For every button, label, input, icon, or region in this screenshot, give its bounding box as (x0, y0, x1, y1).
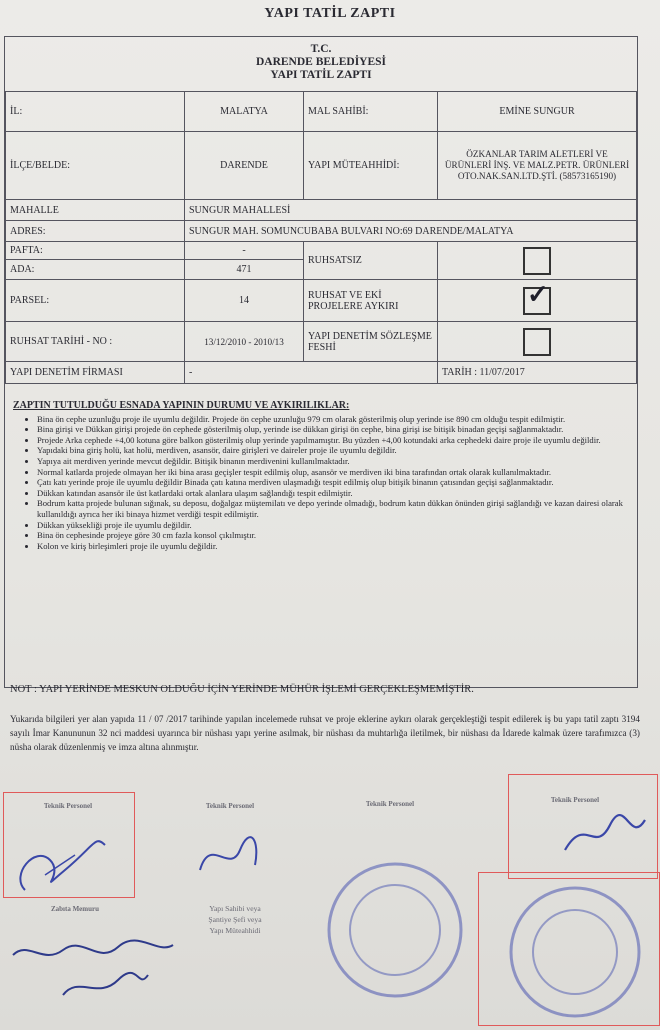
ruhsatsiz-label: RUHSATSIZ (304, 242, 438, 280)
ruhsat-tarihi-label: RUHSAT TARİHİ - NO : (6, 322, 185, 362)
mal-sahibi-value: EMİNE SUNGUR (438, 92, 637, 132)
adres-label: ADRES: (6, 221, 185, 242)
form-header (5, 37, 637, 91)
note-line: NOT : YAPI YERİNDE MESKUN OLDUĞU İÇİN YERİNDE MÜHÜR İŞLEMİ GERÇEKLEŞMEMİŞTİR. (10, 684, 474, 695)
ruhsat-aykiri-cell (438, 280, 637, 322)
denetim-firmasi-value: - (185, 362, 438, 384)
signature-6-line-1: Yapı Sahibi veya (209, 904, 261, 913)
signature-1-title: Teknik Personel (43, 802, 93, 810)
denetim-firmasi-label: YAPI DENETİM FİRMASI (6, 362, 185, 384)
annotation-box-1 (3, 792, 135, 898)
ruhsat-aykiri-label: RUHSAT VE EKİ PROJELERE AYKIRI (304, 280, 438, 322)
row-il (6, 92, 637, 132)
finding-item: • Yapıya ait merdiven yerinde mevcut değildir. Bitişik binanın merdivenini kullanılmaktadır. (37, 456, 629, 467)
signature-block-5 (20, 905, 130, 914)
mal-sahibi-label: MAL SAHİBİ: (304, 92, 438, 132)
signature-block-3 (330, 800, 450, 809)
mahalle-value: SUNGUR MAHALLESİ (185, 200, 637, 221)
ilce-value: DARENDE (185, 132, 304, 200)
ilce-label: İLÇE/BELDE: (6, 132, 185, 200)
signature-3-title: Teknik Personel (365, 800, 415, 808)
finding-item: • Normal katlarda projede olmayan her iki bina arası geçişler tespit edilmiş olup, asansör ve merdiven iki bina tarafından ortak olarak kullanılmaktadır. (37, 467, 629, 478)
parsel-label: PARSEL: (6, 280, 185, 322)
header-line-1: T.C. (310, 43, 332, 55)
row-ilce (6, 132, 637, 200)
ada-value: 471 (185, 260, 304, 280)
signature-6-line-3: Yapı Müteahhidi (209, 926, 261, 935)
header-line-2: DARENDE BELEDİYESİ (255, 56, 387, 68)
ruhsat-aykiri-checkbox[interactable] (523, 279, 551, 315)
row-parsel (6, 280, 637, 322)
ruhsatsiz-checkbox[interactable] (523, 247, 551, 275)
ada-label: ADA: (6, 260, 185, 280)
il-value: MALATYA (185, 92, 304, 132)
denetim-fesih-checkbox[interactable] (523, 328, 551, 356)
ruhsatsiz-cell (438, 242, 637, 280)
finding-item: • Dükkan katından asansör ile üst katlardaki ortak alanlara ulaşım sağlandığı tespit edilmiştir. (37, 488, 629, 499)
signature-6-line-2: Şantiye Şefi veya (208, 915, 262, 924)
finding-item: • Kolon ve kiriş birleşimleri proje ile uyumlu değildir. (37, 541, 629, 552)
findings-heading: ZAPTIN TUTULDUĞU ESNADA YAPININ DURUMU VE AYKIRILIKLAR: (13, 400, 350, 411)
finding-item: • Bodrum katta projede bulunan sığınak, su deposu, doğalgaz müştemilatı ve depo yerinde olmadığı, bodrum katın dükkan önünden girişi sağlandığı ve kazan dairesi olarak kullanıldığı ayrıca her iki binaya hizmet verdiği tespit edilmiştir. (37, 498, 629, 519)
signature-block-6 (180, 903, 290, 936)
checkmark-icon: ✓ (527, 279, 549, 309)
finding-item: • Yapıdaki bina giriş holü, kat holü, merdiven, asansör, daire girişleri ve daireler proje ile uyumlu değildir. (37, 445, 629, 456)
handwritten-signature-4 (8, 935, 178, 1005)
official-stamp-1 (320, 855, 470, 1005)
row-ruhsat-tarihi (6, 322, 637, 362)
finding-item: • Dükkan yüksekliği proje ile uyumlu değildir. (37, 520, 629, 531)
handwritten-signature-2 (190, 825, 270, 880)
denetim-fesih-label: YAPI DENETİM SÖZLEŞME FESHİ (304, 322, 438, 362)
signature-2-title: Teknik Personel (205, 802, 255, 810)
adres-value: SUNGUR MAH. SOMUNCUBABA BULVARI NO:69 DARENDE/MALATYA (185, 221, 637, 242)
row-adres (6, 221, 637, 242)
closing-paragraph: Yukarıda bilgileri yer alan yapıda 11 / 07 /2017 tarihinde yapılan incelemede ruhsat ve proje eklerine aykırı olarak gerçekleştiği tespit edilerek iş bu yapı tatil zaptı 3194 sayılı İmar Kanununun 32 nci maddesi uyarınca bir nüshası yapı yerine asılmak, bir nüshası da muhtarlığa iletilmek, bir nüshası da İdarede kalmak üzere tarafımızca (3) nüsha olarak düzenlenmiş ve imza altına alınmıştır. (10, 714, 640, 752)
pafta-label: PAFTA: (6, 242, 185, 260)
signature-block-2 (170, 802, 290, 811)
pafta-value: - (185, 242, 304, 260)
page-title: YAPI TATİL ZAPTI (264, 6, 396, 21)
form-frame (4, 36, 638, 688)
row-mahalle (6, 200, 637, 221)
muteahhit-label: YAPI MÜTEAHHİDİ: (304, 132, 438, 200)
info-table (5, 91, 637, 384)
denetim-fesih-cell (438, 322, 637, 362)
ruhsat-tarihi-value: 13/12/2010 - 2010/13 (185, 322, 304, 362)
findings-section (5, 401, 637, 551)
muteahhit-value: ÖZKANLAR TARIM ALETLERİ VE ÜRÜNLERİ İNŞ. VE MALZ.PETR. ÜRÜNLERİ OTO.NAK.SAN.LTD.ŞTİ. (58573165190) (438, 132, 637, 200)
findings-list (13, 414, 629, 552)
finding-item: • Çatı katı yerinde proje ile uyumlu değildir Binada çatı katına merdiven ulaşmadığı tespit edilmiş olup bitişik binanın çatısından geçişi sağlanmaktadır. (37, 477, 629, 488)
row-pafta (6, 242, 637, 260)
finding-item: • Bina girişi ve Dükkan girişi projede ön cephede gösterilmiş olup, yerinde ise dükkan girişi ön cephe, bina girişi ise bitişik binadan geçişi sağlanmaktadır. (37, 424, 629, 435)
il-label: İL: (6, 92, 185, 132)
row-denetim-firmasi (6, 362, 637, 384)
parsel-value: 14 (185, 280, 304, 322)
mahalle-label: MAHALLE (6, 200, 185, 221)
finding-item: • Bina ön cephe uzunluğu proje ile uyumlu değildir. Projede ön cephe uzunluğu 979 cm olarak gösterilmiş olup yerinde ise 890 cm olduğu tespit edilmiştir. (37, 414, 629, 425)
annotation-box-3 (478, 872, 660, 1026)
signature-5-title: Zabıta Memuru (50, 905, 100, 913)
header-line-3: YAPI TATİL ZAPTI (270, 69, 372, 81)
tarih-value: TARİH : 11/07/2017 (438, 362, 637, 384)
finding-item: • Projede Arka cephede +4,00 kotuna göre balkon gösterilmiş olup yerinde yapılmamıştır. Bu yüzden +4,00 kotundaki arka cephedeki daire proje ile uyumlu değildir. (37, 435, 629, 446)
signature-4-title: Teknik Personel (550, 796, 600, 804)
annotation-box-2 (508, 774, 658, 879)
finding-item: • Bina ön cephesinde projeye göre 30 cm fazla konsol çıkılmıştır. (37, 530, 629, 541)
